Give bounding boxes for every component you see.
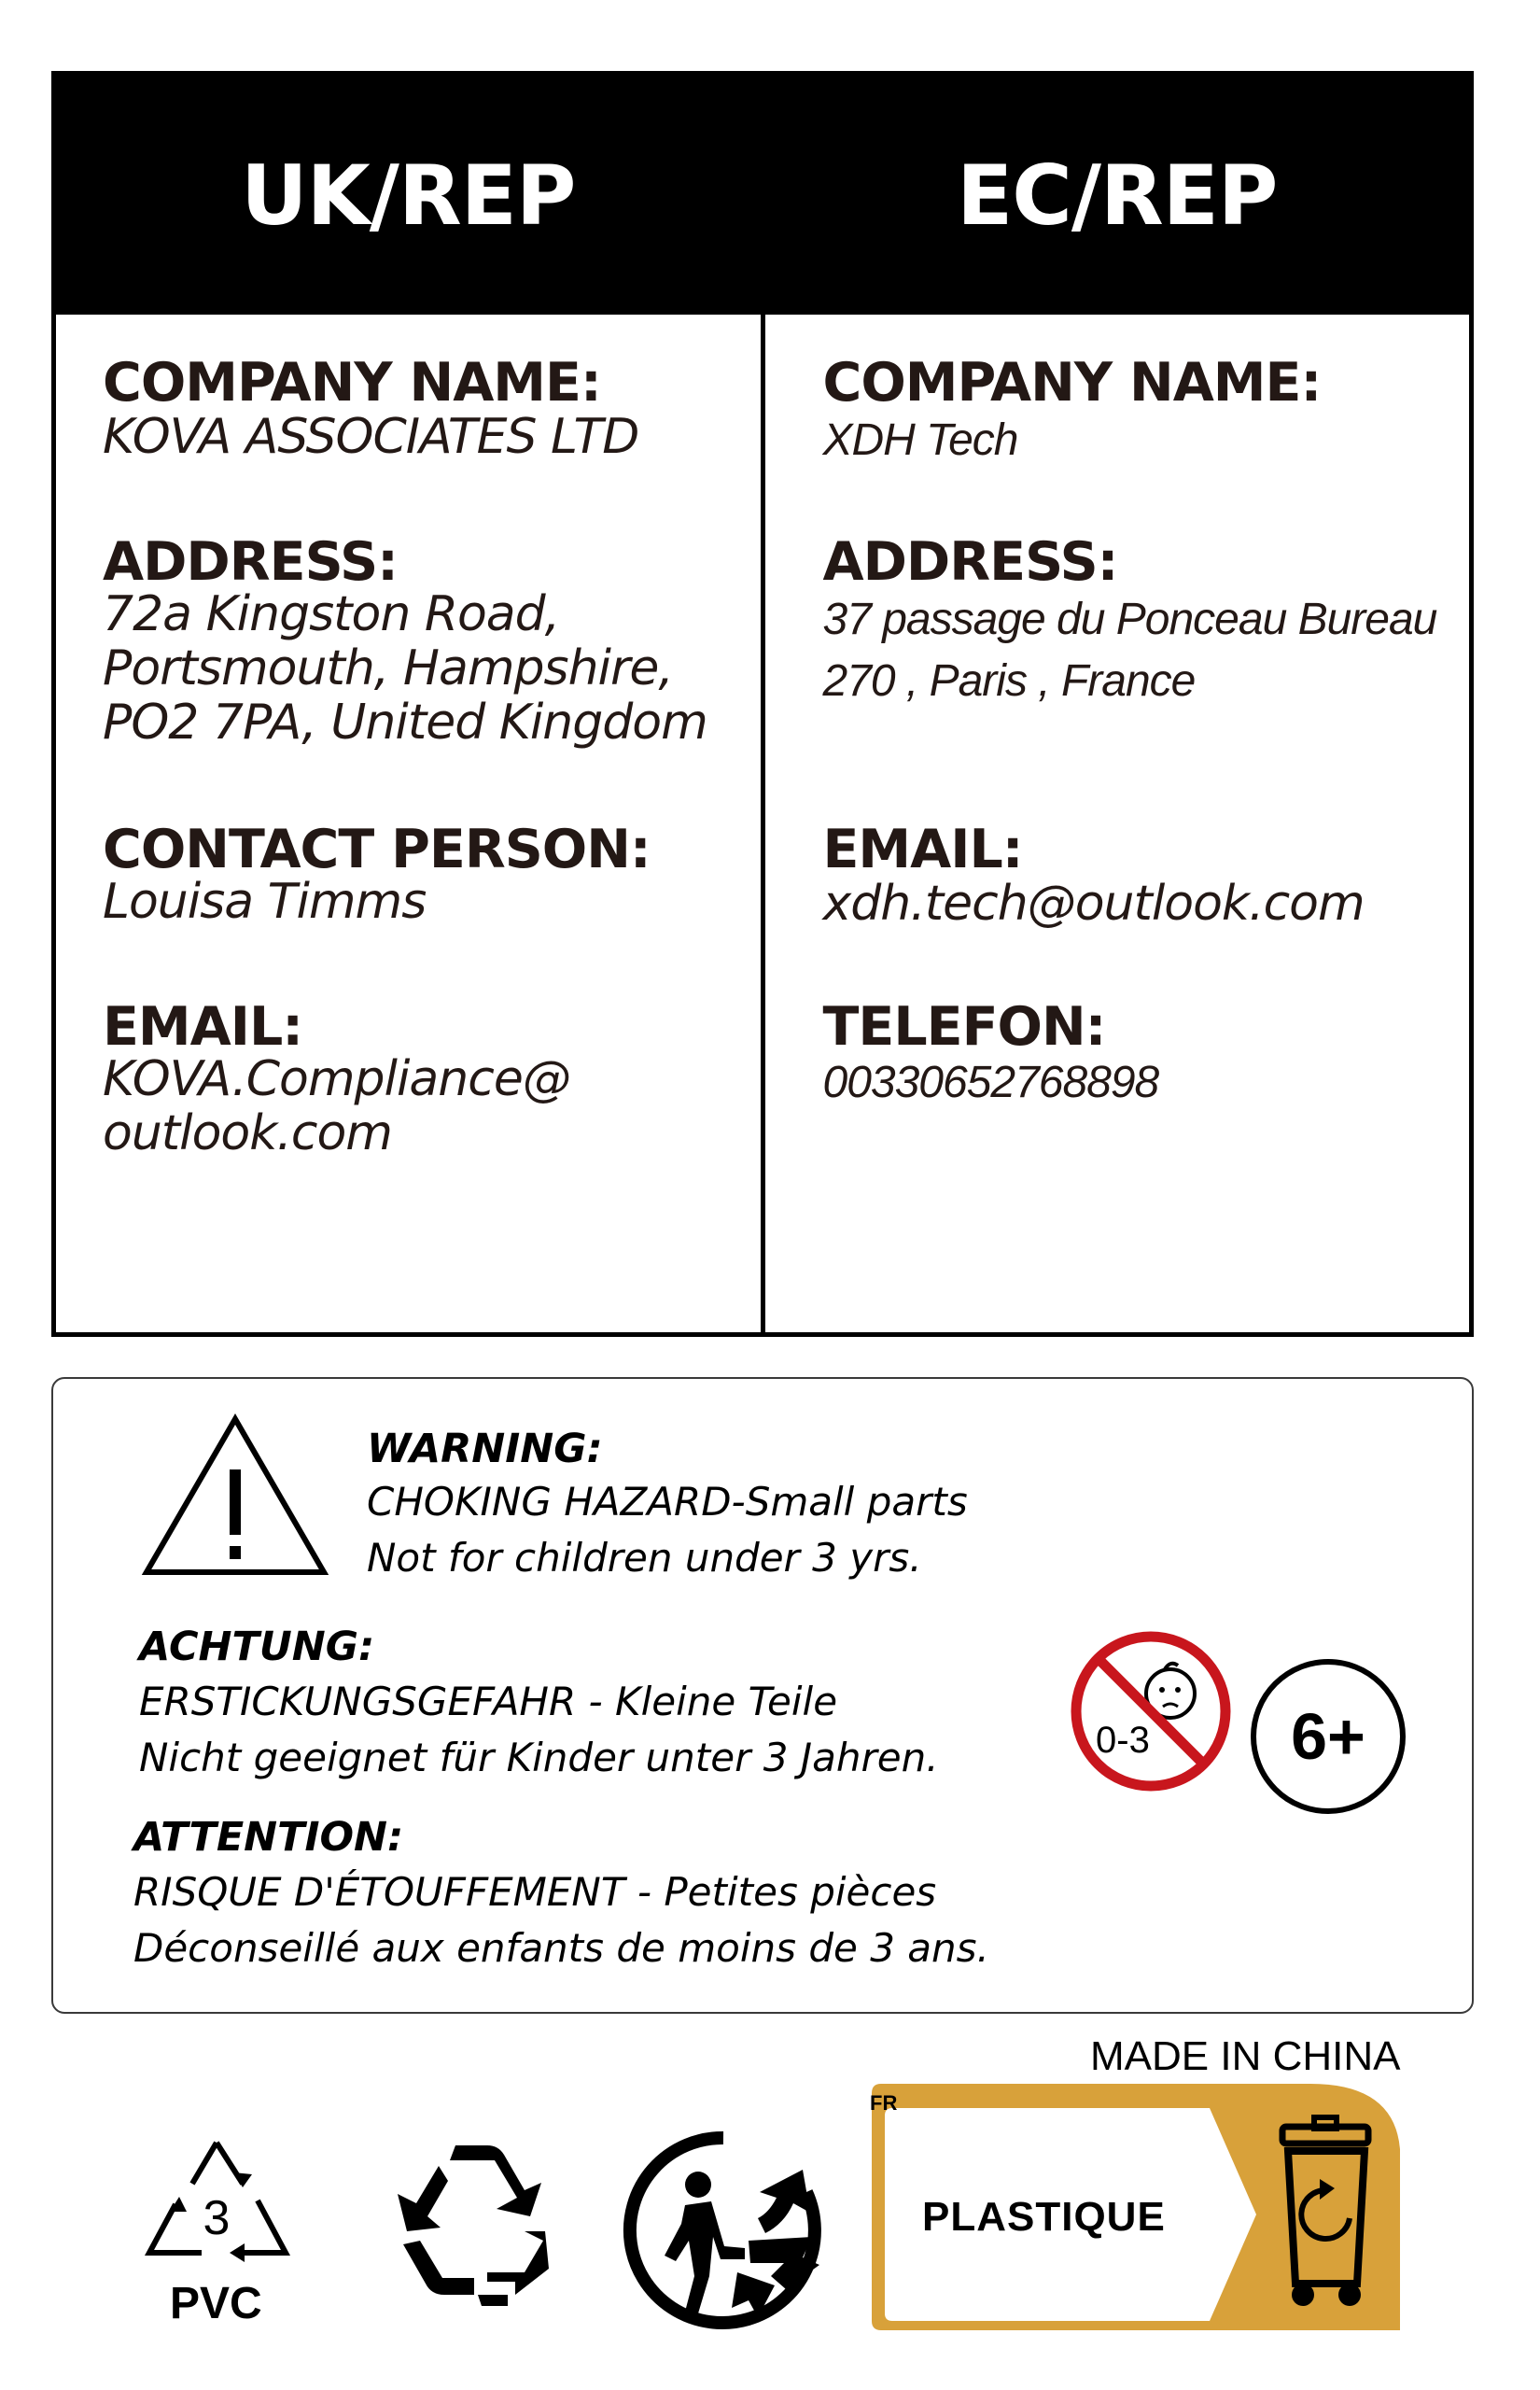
ec-rep-column <box>765 76 1470 1332</box>
warning-fr-title: ATTENTION: <box>133 1814 404 1861</box>
rep-table <box>51 71 1474 1337</box>
resin-material-label: PVC <box>170 2279 262 2328</box>
ec-rep-header: EC/REP <box>765 76 1470 315</box>
ec-email-label: EMAIL: <box>822 819 1023 880</box>
uk-address-value: 72a Kingston Road, Portsmouth, Hampshire, PO2 7PA, United Kingdom <box>103 586 707 751</box>
recycle-icon <box>385 2142 562 2308</box>
uk-company-label: COMPANY NAME: <box>103 352 601 414</box>
uk-contact-label: CONTACT PERSON: <box>103 819 651 880</box>
triman-material-label: PLASTIQUE <box>922 2194 1166 2240</box>
uk-address-label: ADDRESS: <box>103 531 398 593</box>
ec-address-label: ADDRESS: <box>822 531 1118 593</box>
warning-triangle-icon <box>137 1412 333 1580</box>
uk-rep-body <box>56 315 761 1332</box>
age-restriction-label: 0-3 <box>1096 1720 1150 1761</box>
ec-company-label: COMPANY NAME: <box>822 352 1322 414</box>
resin-code-3-icon <box>136 2133 297 2273</box>
uk-rep-column <box>56 76 765 1332</box>
warning-de-title: ACHTUNG: <box>139 1624 375 1670</box>
ec-address-value: 37 passage du Ponceau Bureau 270 , Paris , France <box>822 595 1437 706</box>
warning-de-text: ERSTICKUNGSGEFAHR - Kleine Teile Nicht geeignet für Kinder unter 3 Jahren. <box>139 1679 939 1780</box>
svg-text:3: 3 <box>203 2191 231 2245</box>
ec-rep-body <box>765 315 1470 1332</box>
uk-rep-header: UK/REP <box>56 76 761 315</box>
no-under-3-icon <box>1068 1628 1234 1794</box>
warning-en-text: CHOKING HAZARD-Small parts Not for children under 3 yrs. <box>367 1479 968 1581</box>
uk-email-label: EMAIL: <box>103 996 303 1058</box>
warning-en-title: WARNING: <box>367 1426 603 1472</box>
uk-company-value: KOVA ASSOCIATES LTD <box>103 409 639 465</box>
warning-fr-text: RISQUE D'ÉTOUFFEMENT - Petites pièces Déconseillé aux enfants de moins de 3 ans. <box>133 1869 989 1971</box>
age-rating-label: 6+ <box>1291 1700 1365 1773</box>
triman-country-label: FR <box>870 2091 898 2115</box>
ec-phone-value: 00330652768898 <box>822 1058 1159 1107</box>
ec-company-value: XDH Tech <box>822 415 1018 465</box>
uk-email-value: KOVA.Compliance@ outlook.com <box>103 1051 570 1161</box>
ec-email-value: xdh.tech@outlook.com <box>822 876 1365 932</box>
triman-icon <box>620 2127 827 2334</box>
ec-phone-label: TELEFON: <box>822 996 1106 1058</box>
uk-contact-value: Louisa Timms <box>103 874 427 930</box>
made-in-label: MADE IN CHINA <box>1090 2033 1401 2079</box>
